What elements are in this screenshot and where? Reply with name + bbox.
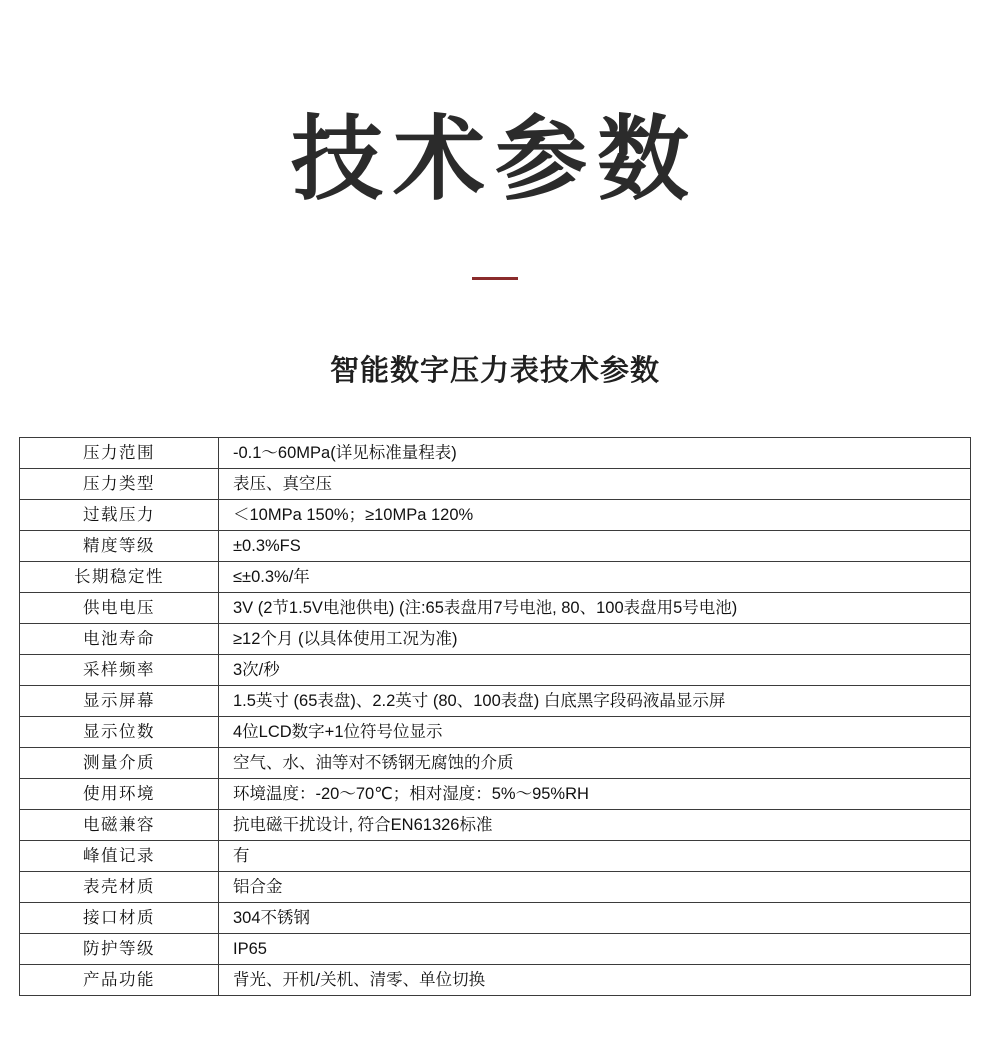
spec-label: 显示位数 [20, 717, 219, 748]
spec-label: 表壳材质 [20, 872, 219, 903]
spec-table [19, 437, 971, 996]
table-row [20, 903, 971, 934]
spec-value: 空气、水、油等对不锈钢无腐蚀的介质 [219, 748, 971, 779]
spec-value: 3次/秒 [219, 655, 971, 686]
spec-value: 3V (2节1.5V电池供电) (注:65表盘用7号电池, 80、100表盘用5号电池) [219, 593, 971, 624]
spec-label: 使用环境 [20, 779, 219, 810]
spec-label: 接口材质 [20, 903, 219, 934]
table-row [20, 717, 971, 748]
table-row [20, 934, 971, 965]
table-row [20, 469, 971, 500]
spec-label: 采样频率 [20, 655, 219, 686]
spec-label: 过载压力 [20, 500, 219, 531]
table-row [20, 779, 971, 810]
spec-value: IP65 [219, 934, 971, 965]
table-row [20, 593, 971, 624]
table-row [20, 965, 971, 996]
table-row [20, 748, 971, 779]
table-row [20, 531, 971, 562]
spec-label: 精度等级 [20, 531, 219, 562]
section-subtitle: 智能数字压力表技术参数 [329, 355, 660, 388]
spec-value: 背光、开机/关机、清零、单位切换 [219, 965, 971, 996]
spec-value: ±0.3%FS [219, 531, 971, 562]
spec-value: 304不锈钢 [219, 903, 971, 934]
spec-value: ＜10MPa 150%；≥10MPa 120% [219, 500, 971, 531]
spec-value: -0.1～60MPa(详见标准量程表) [219, 438, 971, 469]
page-title: 技术参数 [290, 106, 699, 213]
title-divider [472, 277, 518, 280]
spec-label: 压力类型 [20, 469, 219, 500]
spec-label: 电磁兼容 [20, 810, 219, 841]
spec-value: 表压、真空压 [219, 469, 971, 500]
spec-value: 环境温度：-20～70℃；相对湿度：5%～95%RH [219, 779, 971, 810]
spec-label: 产品功能 [20, 965, 219, 996]
spec-label: 显示屏幕 [20, 686, 219, 717]
table-row [20, 841, 971, 872]
spec-label: 峰值记录 [20, 841, 219, 872]
spec-value: 抗电磁干扰设计, 符合EN61326标准 [219, 810, 971, 841]
spec-label: 供电电压 [20, 593, 219, 624]
spec-value: 有 [219, 841, 971, 872]
spec-value: 铝合金 [219, 872, 971, 903]
spec-value: 4位LCD数字+1位符号位显示 [219, 717, 971, 748]
spec-value: ≥12个月 (以具体使用工况为准) [219, 624, 971, 655]
table-row [20, 500, 971, 531]
table-row [20, 686, 971, 717]
spec-label: 压力范围 [20, 438, 219, 469]
table-row [20, 624, 971, 655]
spec-value: 1.5英寸 (65表盘)、2.2英寸 (80、100表盘) 白底黑字段码液晶显示屏 [219, 686, 971, 717]
spec-label: 防护等级 [20, 934, 219, 965]
table-row [20, 655, 971, 686]
spec-label: 测量介质 [20, 748, 219, 779]
spec-value: ≤±0.3%/年 [219, 562, 971, 593]
spec-table-wrapper [19, 437, 971, 996]
spec-label: 长期稳定性 [20, 562, 219, 593]
table-row [20, 810, 971, 841]
spec-label: 电池寿命 [20, 624, 219, 655]
table-row [20, 562, 971, 593]
table-row [20, 872, 971, 903]
table-row [20, 438, 971, 469]
